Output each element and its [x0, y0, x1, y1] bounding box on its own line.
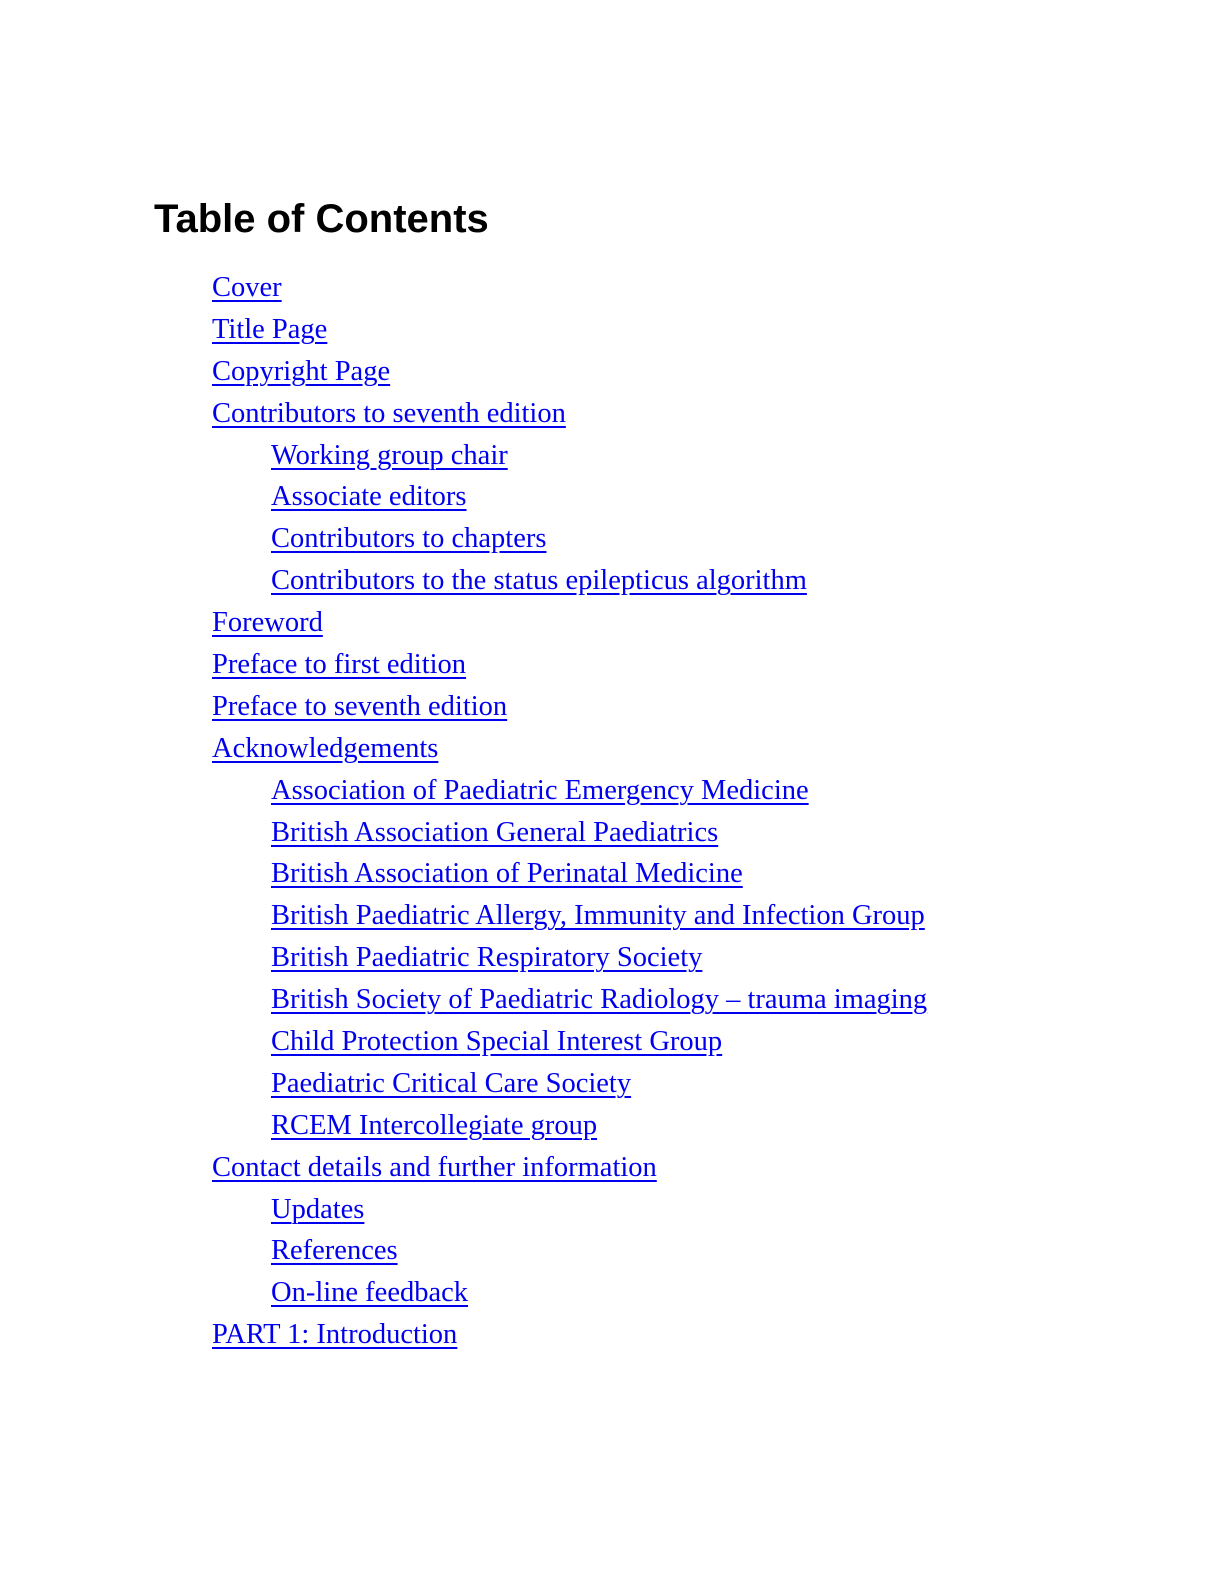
toc-link[interactable]: Foreword	[212, 607, 323, 639]
toc-link[interactable]: Contributors to seventh edition	[212, 397, 566, 429]
toc-link[interactable]: Working group chair	[271, 439, 508, 471]
toc-entry	[0, 770, 927, 812]
table-of-contents-list	[0, 267, 927, 1356]
toc-link[interactable]: British Paediatric Allergy, Immunity and Infection Group	[271, 900, 925, 932]
toc-link[interactable]: Copyright Page	[212, 355, 391, 387]
toc-entry	[0, 686, 927, 728]
toc-link[interactable]: Preface to first edition	[212, 649, 467, 681]
toc-entry	[0, 1314, 927, 1356]
toc-link[interactable]: Associate editors	[271, 481, 467, 513]
toc-link[interactable]: Contact details and further information	[212, 1151, 657, 1183]
toc-link[interactable]: PART 1: Introduction	[212, 1319, 458, 1351]
toc-entry	[0, 1105, 927, 1147]
toc-entry	[0, 560, 927, 602]
toc-entry	[0, 351, 927, 393]
toc-entry	[0, 518, 927, 560]
toc-link[interactable]: RCEM Intercollegiate group	[271, 1109, 598, 1141]
toc-link[interactable]: References	[271, 1235, 398, 1267]
toc-entry	[0, 435, 927, 477]
toc-entry	[0, 853, 927, 895]
toc-link[interactable]: Acknowledgements	[212, 732, 439, 764]
toc-entry	[0, 267, 927, 309]
toc-link[interactable]: Child Protection Special Interest Group	[271, 1026, 723, 1058]
toc-entry	[0, 728, 927, 770]
toc-link[interactable]: Title Page	[212, 313, 328, 345]
toc-entry	[0, 979, 927, 1021]
page-title: Table of Contents	[154, 197, 489, 241]
toc-entry	[0, 812, 927, 854]
toc-entry	[0, 602, 927, 644]
toc-link[interactable]: British Paediatric Respiratory Society	[271, 942, 703, 974]
toc-link[interactable]: Updates	[271, 1193, 365, 1225]
toc-link[interactable]: Association of Paediatric Emergency Medicine	[271, 774, 809, 806]
toc-link[interactable]: Paediatric Critical Care Society	[271, 1067, 632, 1099]
toc-link[interactable]: Preface to seventh edition	[212, 690, 508, 722]
toc-entry	[0, 1021, 927, 1063]
toc-entry	[0, 1230, 927, 1272]
toc-link[interactable]: Contributors to chapters	[271, 523, 547, 555]
toc-entry	[0, 1189, 927, 1231]
toc-entry	[0, 644, 927, 686]
toc-entry	[0, 895, 927, 937]
toc-link[interactable]: On-line feedback	[271, 1277, 469, 1309]
toc-entry	[0, 1147, 927, 1189]
toc-link[interactable]: British Association of Perinatal Medicine	[271, 858, 743, 890]
toc-link[interactable]: Contributors to the status epilepticus algorithm	[271, 565, 807, 597]
toc-entry	[0, 937, 927, 979]
toc-entry	[0, 309, 927, 351]
toc-link[interactable]: Cover	[212, 272, 282, 303]
toc-entry	[0, 393, 927, 435]
toc-link[interactable]: British Society of Paediatric Radiology – trauma imaging	[271, 984, 928, 1016]
toc-entry	[0, 1063, 927, 1105]
toc-entry	[0, 1272, 927, 1314]
toc-link[interactable]: British Association General Paediatrics	[271, 816, 719, 848]
toc-entry	[0, 476, 927, 518]
